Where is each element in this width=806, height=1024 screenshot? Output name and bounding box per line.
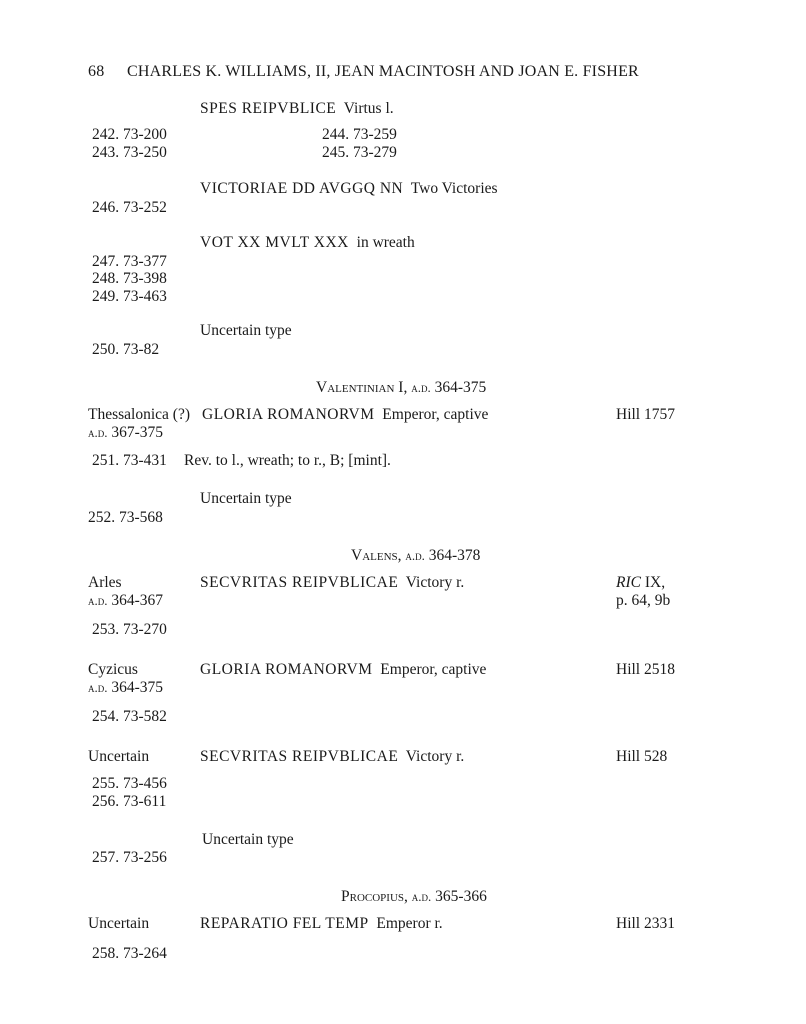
type-legend-line <box>200 235 415 251</box>
reference-series: RIC <box>616 574 641 591</box>
catalogue-entry: 242. 73-200 <box>92 126 167 143</box>
page-number: 68 <box>88 63 105 80</box>
catalogue-entry: 248. 73-398 <box>92 270 167 287</box>
emperor-numeral: I, <box>398 379 408 396</box>
type-legend-line <box>200 662 486 678</box>
emperor-name: Valens, <box>351 547 402 564</box>
catalogue-entry: 253. 73-270 <box>92 621 167 638</box>
catalogue-entry: 250. 73-82 <box>92 341 160 358</box>
era-label: a.d. <box>88 593 108 608</box>
reverse-description: Virtus l. <box>343 100 394 117</box>
catalogue-entry: 243. 73-250 <box>92 144 167 161</box>
reverse-legend: SECVRITAS REIPVBLICAE <box>200 574 399 591</box>
section-heading <box>316 380 486 396</box>
reign-years: 364-378 <box>428 547 481 564</box>
reverse-description: Emperor, captive <box>380 661 487 678</box>
reference: Hill 2518 <box>616 661 675 678</box>
type-legend-line <box>200 916 443 932</box>
type-legend-line: Uncertain type <box>200 322 292 339</box>
reverse-legend: GLORIA ROMANORVM <box>202 406 375 423</box>
catalogue-entry: 246. 73-252 <box>92 199 167 216</box>
catalogue-entry: 254. 73-582 <box>92 708 167 725</box>
type-legend-line <box>200 101 394 117</box>
mint-name: Cyzicus <box>88 661 138 678</box>
mint-name: Uncertain <box>88 915 150 932</box>
section-heading <box>351 548 480 564</box>
era-label: a.d. <box>88 425 108 440</box>
reference: Hill 2331 <box>616 915 675 932</box>
catalogue-entry: 247. 73-377 <box>92 253 167 270</box>
catalogue-entry: 244. 73-259 <box>322 126 397 143</box>
mint-name: Arles <box>88 574 122 591</box>
era-label: a.d. <box>405 548 425 563</box>
type-legend-line: Uncertain type <box>202 831 294 848</box>
mint-name: Thessalonica (?) <box>88 406 190 423</box>
section-heading <box>341 889 487 905</box>
reference <box>616 575 665 591</box>
reference-page: p. 64, 9b <box>616 592 671 609</box>
catalogue-entry: 249. 73-463 <box>92 288 167 305</box>
reverse-description: Emperor, captive <box>382 406 489 423</box>
mint-date <box>88 680 163 696</box>
reign-years: 364-375 <box>434 379 487 396</box>
reference: Hill 528 <box>616 748 668 765</box>
mint-years: 364-375 <box>111 679 164 696</box>
mint-years: 364-367 <box>111 592 164 609</box>
reverse-legend: REPARATIO FEL TEMP <box>200 915 369 932</box>
catalogue-entry: 258. 73-264 <box>92 945 167 962</box>
reference: Hill 1757 <box>616 406 675 423</box>
era-label: a.d. <box>411 889 432 904</box>
reverse-description: in wreath <box>356 234 415 251</box>
mint-date <box>88 425 163 441</box>
reign-years: 365-366 <box>435 888 487 905</box>
era-label: a.d. <box>88 680 108 695</box>
reverse-description: Victory r. <box>405 748 465 765</box>
type-legend-line <box>200 181 498 197</box>
catalogue-entry: 257. 73-256 <box>92 849 167 866</box>
running-head-authors: CHARLES K. WILLIAMS, II, JEAN MACINTOSH AND JOAN E. FISHER <box>127 63 639 80</box>
reverse-legend: SPES REIPVBLICE <box>200 100 337 117</box>
catalogue-entry: 252. 73-568 <box>88 509 163 526</box>
type-legend-line: Uncertain type <box>200 490 292 507</box>
reference-volume: IX, <box>644 574 666 591</box>
catalogue-entry: 251. 73-431 <box>92 452 167 469</box>
catalogue-entry: 256. 73-611 <box>92 793 167 810</box>
mint-years: 367-375 <box>111 424 164 441</box>
mint-date <box>88 593 163 609</box>
reverse-legend: GLORIA ROMANORVM <box>200 661 373 678</box>
emperor-name: Valentinian <box>316 379 395 396</box>
era-label: a.d. <box>411 380 431 395</box>
reverse-description: Two Victories <box>410 180 498 197</box>
reverse-legend: SECVRITAS REIPVBLICAE <box>200 748 399 765</box>
mint-name: Uncertain <box>88 748 150 765</box>
type-legend-line <box>200 749 464 765</box>
entry-note: Rev. to l., wreath; to r., B; [mint]. <box>184 452 391 469</box>
type-legend-line <box>202 407 488 423</box>
emperor-name: Procopius, <box>341 888 408 905</box>
reverse-legend: VICTORIAE DD AVGGQ NN <box>200 180 404 197</box>
reverse-legend: VOT XX MVLT XXX <box>200 234 349 251</box>
reverse-description: Victory r. <box>405 574 465 591</box>
reverse-description: Emperor r. <box>376 915 443 932</box>
catalogue-entry: 245. 73-279 <box>322 144 397 161</box>
catalogue-entry: 255. 73-456 <box>92 775 167 792</box>
type-legend-line <box>200 575 464 591</box>
